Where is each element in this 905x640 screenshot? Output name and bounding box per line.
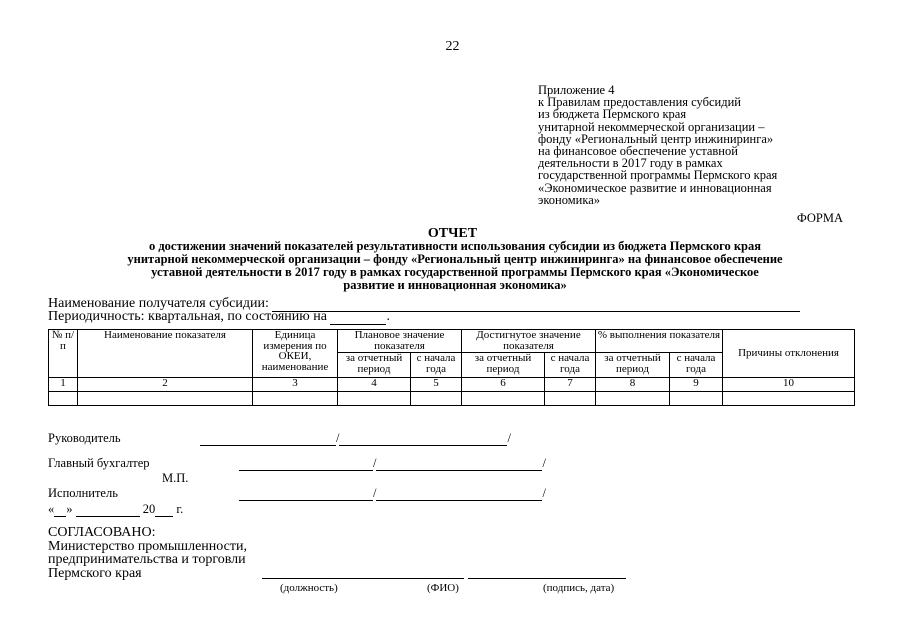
col-number: 7 xyxy=(545,378,596,392)
approval-block xyxy=(48,526,247,580)
appendix-line: фонду «Региональный центр инжиниринга» xyxy=(538,131,774,146)
table-cell[interactable] xyxy=(253,392,338,406)
appendix-line: из бюджета Пермского края xyxy=(538,107,687,122)
subheader-percent-ytd: с начала года xyxy=(670,353,723,378)
table-cell[interactable] xyxy=(338,392,411,406)
periodicity-label: Периодичность: квартальная, по состоянию на xyxy=(48,309,327,324)
date-day-line[interactable] xyxy=(54,503,66,517)
fio-line[interactable] xyxy=(352,578,464,579)
header-actual: Достигнутое значение показателя xyxy=(462,330,596,353)
appendix-line: унитарной некоммерческой организации – xyxy=(538,119,765,134)
caption-fio: (ФИО) xyxy=(427,582,459,594)
subtitle-line: уставной деятельности в 2017 году в рамках государственной программы Пермского края «Экономическое xyxy=(151,265,759,279)
header-name: Наименование показателя xyxy=(78,330,253,378)
report-title: ОТЧЕТ xyxy=(427,226,478,241)
col-number: 5 xyxy=(411,378,462,392)
table-cell[interactable] xyxy=(670,392,723,406)
appendix-line: государственной программы Пермского края xyxy=(538,168,778,183)
head-signature-row: / / xyxy=(200,431,511,446)
column-number-row xyxy=(49,378,855,392)
executor-label: Исполнитель xyxy=(48,486,118,500)
date-year-line[interactable] xyxy=(155,503,173,517)
header-num: № п/п xyxy=(49,330,78,378)
report-table xyxy=(48,329,855,406)
table-cell[interactable] xyxy=(78,392,253,406)
subheader-actual-period: за отчетный период xyxy=(462,353,545,378)
header-plan: Плановое значение показателя xyxy=(338,330,462,353)
report-subtitle xyxy=(60,240,850,292)
table-cell[interactable] xyxy=(462,392,545,406)
chief-accountant-label: Главный бухгалтер xyxy=(48,456,150,470)
col-number: 8 xyxy=(596,378,670,392)
subtitle-line: о достижении значений показателей результативности использования субсидии из бюджета Пермского края xyxy=(148,239,762,253)
chief-accountant-name-line[interactable] xyxy=(376,457,542,471)
appendix-line: к Правилам предоставления субсидий xyxy=(538,95,741,110)
appendix-line: на финансовое обеспечение уставной xyxy=(538,144,738,159)
signature-date-line[interactable] xyxy=(468,578,626,579)
subtitle-line: унитарной некоммерческой организации – фонду «Региональный центр инжиниринга» на финансовое обеспечение xyxy=(127,252,783,266)
form-label: ФОРМА xyxy=(796,211,843,225)
executor-name-line[interactable] xyxy=(376,487,542,501)
approval-org-line: Министерство промышленности, xyxy=(48,538,247,554)
table-cell[interactable] xyxy=(723,392,855,406)
subheader-actual-ytd: с начала года xyxy=(545,353,596,378)
approval-org-line: предпринимательства и торговли xyxy=(48,552,246,567)
subtitle-line: развитие и инновационная экономика» xyxy=(343,278,567,292)
head-signature-line[interactable] xyxy=(200,432,336,446)
col-number: 4 xyxy=(338,378,411,392)
col-number: 9 xyxy=(670,378,723,392)
col-number: 3 xyxy=(253,378,338,392)
appendix-line: Приложение 4 xyxy=(538,83,615,97)
appendix-line: экономика» xyxy=(538,192,601,207)
header-reasons: Причины отклонения xyxy=(723,330,855,378)
executor-signature-line[interactable] xyxy=(239,487,373,501)
caption-signature-date: (подпись, дата) xyxy=(543,582,615,594)
header-unit: Единица измерения по ОКЕИ, наименование xyxy=(253,330,338,378)
table-cell[interactable] xyxy=(596,392,670,406)
col-number: 6 xyxy=(462,378,545,392)
periodicity-date-line[interactable] xyxy=(330,311,386,325)
appendix-line: деятельности в 2017 году в рамках xyxy=(538,156,723,171)
head-label: Руководитель xyxy=(48,431,121,445)
appendix-block xyxy=(538,84,777,206)
page-number: 22 xyxy=(445,39,460,54)
subheader-plan-period: за отчетный период xyxy=(338,353,411,378)
subheader-percent-period: за отчетный период xyxy=(596,353,670,378)
chief-accountant-signature-line[interactable] xyxy=(239,457,373,471)
header-percent: % выполнения показателя xyxy=(596,330,723,353)
empty-data-row xyxy=(49,392,855,406)
stamp-label: М.П. xyxy=(162,471,189,485)
head-name-line[interactable] xyxy=(339,432,507,446)
executor-signature-row: / / xyxy=(239,486,546,501)
table-cell[interactable] xyxy=(49,392,78,406)
col-number: 10 xyxy=(723,378,855,392)
caption-position: (должность) xyxy=(280,582,338,594)
chief-accountant-signature-row: / / xyxy=(239,456,546,471)
table-cell[interactable] xyxy=(411,392,462,406)
table-cell[interactable] xyxy=(545,392,596,406)
col-number: 1 xyxy=(49,378,78,392)
date-row: « » 20 г. xyxy=(48,502,184,516)
col-number: 2 xyxy=(78,378,253,392)
appendix-line: «Экономическое развитие и инновационная xyxy=(538,180,772,195)
date-month-line[interactable] xyxy=(76,503,140,517)
subheader-plan-ytd: с начала года xyxy=(411,353,462,378)
periodicity-row: Периодичность: квартальная, по состоянию на . xyxy=(48,309,390,324)
approval-org-line: Пермского края xyxy=(48,565,142,581)
position-line[interactable] xyxy=(262,578,354,579)
approval-label: СОГЛАСОВАНО: xyxy=(48,525,156,540)
recipient-label: Наименование получателя субсидии: xyxy=(48,296,269,311)
